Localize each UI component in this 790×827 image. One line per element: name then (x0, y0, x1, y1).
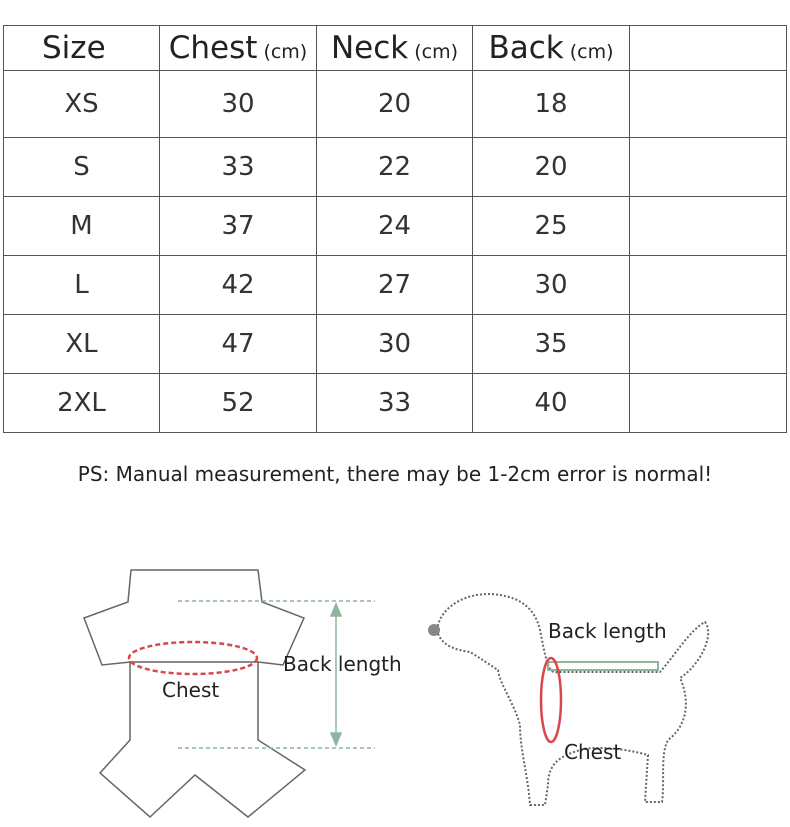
dog-back-length-bar (548, 662, 658, 670)
table-header-row (4, 26, 787, 71)
header-size: Size (4, 26, 160, 71)
cell-chest: 52 (160, 374, 317, 433)
cell-neck: 27 (317, 256, 473, 315)
cell-back: 30 (473, 256, 630, 315)
dog-nose-icon (428, 624, 440, 636)
cell-chest: 37 (160, 197, 317, 256)
cell-empty (630, 315, 787, 374)
measurement-diagram (0, 540, 790, 827)
cell-chest: 30 (160, 71, 317, 138)
cell-neck: 30 (317, 315, 473, 374)
header-neck: Neck (cm) (317, 26, 473, 71)
cell-neck: 33 (317, 374, 473, 433)
cell-chest: 47 (160, 315, 317, 374)
cell-neck: 20 (317, 71, 473, 138)
header-chest: Chest (cm) (160, 26, 317, 71)
table-row (4, 374, 787, 433)
header-back: Back (cm) (473, 26, 630, 71)
table-row (4, 315, 787, 374)
cell-back: 20 (473, 138, 630, 197)
cell-empty (630, 374, 787, 433)
shirt-chest-ring (129, 642, 257, 674)
shirt-back-length-label: Back length (283, 652, 402, 676)
cell-empty (630, 71, 787, 138)
cell-back: 35 (473, 315, 630, 374)
cell-back: 40 (473, 374, 630, 433)
cell-chest: 33 (160, 138, 317, 197)
cell-empty (630, 256, 787, 315)
cell-neck: 24 (317, 197, 473, 256)
size-chart-table (3, 25, 787, 433)
cell-size: S (4, 138, 160, 197)
cell-empty (630, 138, 787, 197)
cell-back: 25 (473, 197, 630, 256)
shirt-chest-label: Chest (162, 678, 220, 702)
table-row (4, 197, 787, 256)
cell-size: XL (4, 315, 160, 374)
cell-size: XS (4, 71, 160, 138)
dog-chest-label: Chest (564, 740, 622, 764)
table-row (4, 138, 787, 197)
measurement-note: PS: Manual measurement, there may be 1-2cm error is normal! (77, 462, 713, 486)
table-row (4, 256, 787, 315)
cell-chest: 42 (160, 256, 317, 315)
dog-back-length-label: Back length (548, 619, 667, 643)
cell-empty (630, 197, 787, 256)
cell-size: 2XL (4, 374, 160, 433)
cell-back: 18 (473, 71, 630, 138)
cell-neck: 22 (317, 138, 473, 197)
cell-size: M (4, 197, 160, 256)
cell-size: L (4, 256, 160, 315)
header-empty (630, 26, 787, 71)
table-row (4, 71, 787, 138)
